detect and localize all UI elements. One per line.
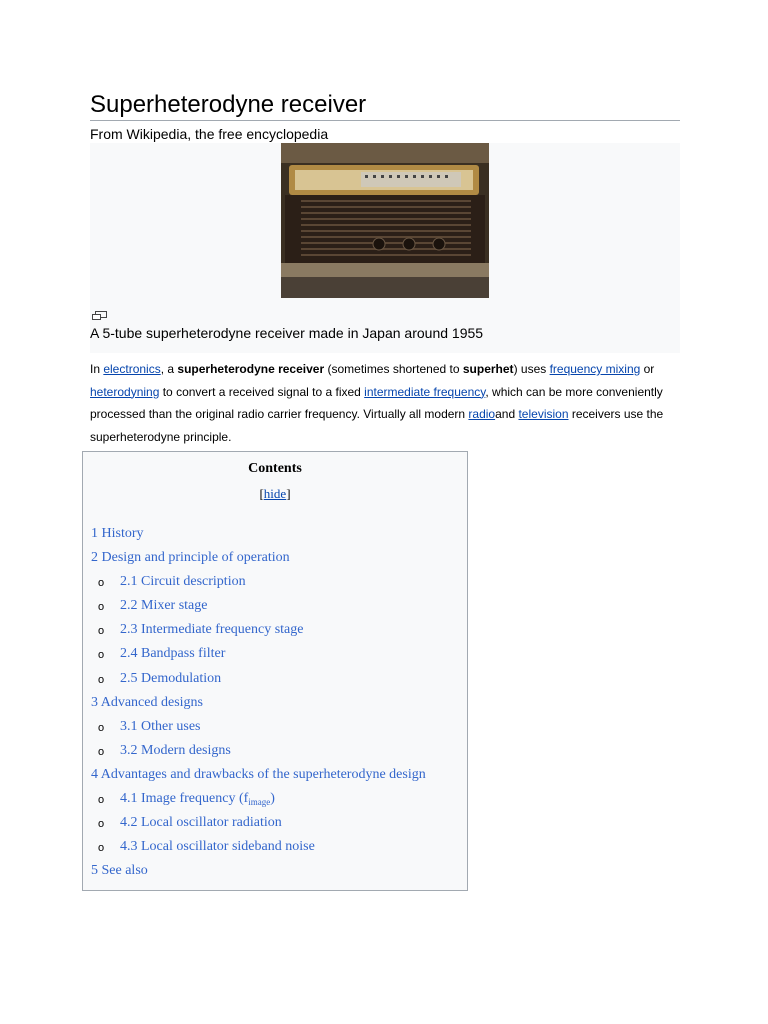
toc-item-label[interactable]: 2.2 Mixer stage <box>120 598 208 614</box>
toc-item-label[interactable]: 4.1 Image frequency $(f_{image})$ <box>120 791 275 808</box>
enlarge-icon[interactable] <box>92 308 108 318</box>
figure-box <box>90 143 680 353</box>
toc-bullet: o <box>98 625 105 638</box>
toc-bullet: o <box>98 601 105 614</box>
toc-item[interactable] <box>83 693 467 717</box>
intro-paragraph: In electronics, a superheterodyne receiver (sometimes shortened to superhet) uses frequency mixing or heterodyning to convert a received signal to a fixed intermediate frequency, which can be more conveniently processed than the original radio carrier frequency. Virtually all modern radioand television receivers use the superheterodyne principle. <box>90 362 664 444</box>
toc-item[interactable] <box>83 669 467 693</box>
bold-term: superheterodyne receiver <box>177 362 325 376</box>
toc-item[interactable] <box>83 596 467 620</box>
radio-photo[interactable] <box>281 143 489 298</box>
toc-item[interactable] <box>83 741 467 765</box>
toc-item[interactable] <box>83 861 467 885</box>
radio-photo-graphic <box>281 143 489 298</box>
toc-hide-link[interactable]: hide <box>263 486 287 501</box>
toc-item[interactable] <box>83 524 467 548</box>
bold-short: superhet <box>462 362 514 376</box>
link-intermediate-frequency[interactable]: intermediate frequency <box>364 384 486 399</box>
toc-item[interactable] <box>83 717 467 741</box>
toc-bullet: o <box>98 577 105 590</box>
figure-caption: A 5-tube superheterodyne receiver made in Japan around 1955 <box>90 325 484 341</box>
toc-item-label[interactable]: 4 Advantages and drawbacks of the superheterodyne design <box>91 766 426 782</box>
toc-item[interactable] <box>83 548 467 572</box>
table-of-contents <box>82 451 468 891</box>
toc-bullet: o <box>98 794 105 807</box>
toc-bullet: o <box>98 818 105 831</box>
toc-item[interactable] <box>83 765 467 789</box>
toc-bullet: o <box>98 649 105 662</box>
toc-item-label[interactable]: 2.5 Demodulation <box>120 670 222 686</box>
toc-item-label[interactable]: 3.1 Other uses <box>120 718 201 734</box>
toc-hide-toggle: [hide] <box>259 486 291 501</box>
page-title: Superheterodyne receiver <box>90 90 680 121</box>
toc-list <box>83 524 467 885</box>
toc-item-label[interactable]: 4.3 Local oscillator sideband noise <box>120 839 315 855</box>
toc-item-label[interactable]: 2.4 Bandpass filter <box>120 646 226 662</box>
toc-bullet: o <box>98 842 105 855</box>
link-radio[interactable]: radio <box>468 407 496 422</box>
toc-title: Contents <box>248 461 302 476</box>
toc-item-label[interactable]: 2.1 Circuit description <box>120 574 246 590</box>
toc-item[interactable] <box>83 572 467 596</box>
link-electronics[interactable]: electronics <box>103 362 161 376</box>
toc-item-label[interactable]: 1 History <box>91 526 144 541</box>
toc-item[interactable] <box>83 789 467 813</box>
toc-item-label[interactable]: 4.2 Local oscillator radiation <box>120 815 282 831</box>
toc-item-label[interactable]: 3 Advanced designs <box>91 694 203 710</box>
toc-bullet: o <box>98 721 105 734</box>
toc-item[interactable] <box>83 837 467 861</box>
link-heterodyning[interactable]: heterodyning <box>90 384 160 399</box>
toc-item-label[interactable]: 2.3 Intermediate frequency stage <box>120 622 304 638</box>
link-frequency-mixing[interactable]: frequency mixing <box>549 362 641 376</box>
toc-item[interactable] <box>83 620 467 644</box>
toc-item-label[interactable]: 3.2 Modern designs <box>120 742 231 758</box>
link-television[interactable]: television <box>518 407 569 422</box>
page-subtitle: From Wikipedia, the free encyclopedia <box>90 126 329 142</box>
toc-bullet: o <box>98 673 105 686</box>
toc-item-label[interactable]: 5 See also <box>91 863 148 879</box>
toc-item[interactable] <box>83 813 467 837</box>
toc-item[interactable] <box>83 644 467 668</box>
toc-bullet: o <box>98 745 105 758</box>
toc-item-label[interactable]: 2 Design and principle of operation <box>91 550 290 566</box>
